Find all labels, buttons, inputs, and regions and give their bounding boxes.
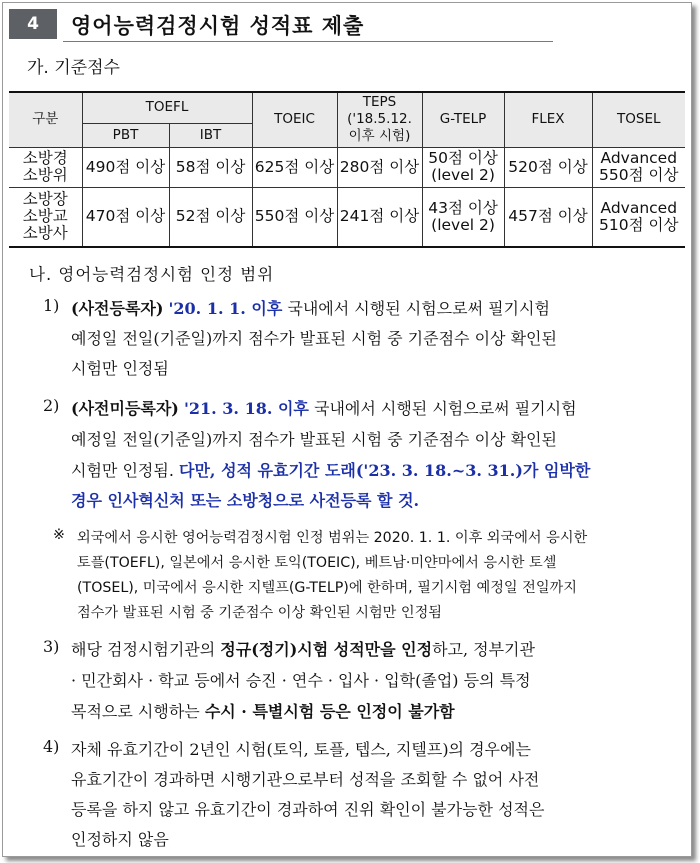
item-line: 유효기간이 경과하면 시행기관으로부터 성적을 조회할 수 없어 사전 — [71, 770, 540, 789]
item-emphasis: 정규(정기)시험 성적만을 인정 — [220, 640, 433, 659]
item-text: 국내에서 시행된 시험으로써 필기시험 — [287, 299, 550, 318]
table-row — [9, 187, 685, 247]
cell-tosel-line: 510점 이상 — [599, 215, 679, 234]
cell-ibt: 52점 이상 — [169, 187, 252, 247]
cell-toeic: 625점 이상 — [252, 147, 337, 187]
cell-pbt: 490점 이상 — [82, 147, 169, 187]
item-line — [71, 699, 455, 722]
table-row — [9, 147, 685, 187]
item-highlight: 경우 인사혁신처 또는 소방청으로 사전등록 할 것. — [71, 491, 420, 510]
header-toeic: TOEIC — [252, 92, 337, 147]
note-line: 점수가 발표된 시험 중 기준점수 이상 확인된 시험만 인정됨 — [77, 605, 443, 621]
cell-flex: 457점 이상 — [504, 187, 592, 247]
item-text: 국내에서 시행된 시험으로써 필기시험 — [313, 399, 577, 418]
header-toefl: TOEFL — [82, 92, 252, 123]
item-label: (사전미등록자) — [71, 399, 179, 418]
list-item — [43, 737, 688, 852]
header-toefl-ibt: IBT — [169, 123, 252, 147]
row-category-line: 소방위 — [22, 166, 68, 184]
document-page — [2, 2, 692, 857]
item-number: 3) — [43, 637, 60, 656]
item-label: (사전등록자) — [71, 299, 164, 318]
header-flex: FLEX — [504, 92, 592, 147]
section-underline — [63, 41, 553, 43]
header-teps — [337, 92, 422, 147]
section-header — [9, 9, 549, 41]
cell-gtelp-line: 43점 이상 — [428, 198, 498, 217]
standard-score-table — [9, 91, 685, 248]
section-number-badge: 4 — [9, 9, 57, 39]
note-line: (TOSEL), 미국에서 응시한 지텔프(G-TELP)에 한하며, 필기시험 예정일 전일까지 — [77, 580, 577, 596]
header-gtelp: G-TELP — [422, 92, 504, 147]
cell-teps: 280점 이상 — [337, 147, 422, 187]
item-line: · 민간회사 · 학교 등에서 승진 · 연수 · 입사 · 입학(졸업) 등의 특정 — [71, 671, 531, 690]
cell-pbt: 470점 이상 — [82, 187, 169, 247]
item-text: 목적으로 시행하는 — [71, 702, 200, 721]
note-line: 외국에서 응시한 영어능력검정시험 인정 범위는 2020. 1. 1. 이후 외국에서 응시한 — [77, 530, 588, 546]
note-line: 토플(TOEFL), 일본에서 응시한 토익(TOEIC), 베트남·미얀마에서 응시한 토셀 — [77, 555, 557, 571]
header-toefl-pbt: PBT — [82, 123, 169, 147]
item-date: '21. 3. 18. 이후 — [183, 399, 309, 418]
cell-teps: 241점 이상 — [337, 187, 422, 247]
subheading-recognition-scope: 나. 영어능력검정시험 인정 범위 — [29, 265, 275, 284]
header-tosel: TOSEL — [592, 92, 685, 147]
note-mark: ※ — [53, 527, 65, 543]
subheading-standard-score: 가. 기준점수 — [27, 58, 120, 78]
cell-gtelp-line: (level 2) — [431, 215, 495, 234]
item-line — [71, 396, 577, 419]
note-block — [53, 527, 688, 627]
cell-tosel-line: 550점 이상 — [599, 166, 679, 184]
list-item — [43, 296, 688, 386]
cell-tosel — [592, 147, 685, 187]
cell-gtelp — [422, 147, 504, 187]
item-line — [71, 637, 535, 660]
cell-tosel-line: Advanced — [600, 198, 678, 217]
item-line: 예정일 전일(기준일)까지 점수가 발표된 시험 중 기준점수 이상 확인된 — [71, 329, 557, 348]
item-text: 하고, 정부기관 — [432, 640, 535, 659]
cell-gtelp-line: (level 2) — [431, 166, 495, 184]
item-text: 시험만 인정됨. — [71, 461, 174, 480]
cell-flex: 520점 이상 — [504, 147, 592, 187]
row-category — [9, 187, 82, 247]
list-item — [43, 637, 688, 727]
item-line: 예정일 전일(기준일)까지 점수가 발표된 시험 중 기준점수 이상 확인된 — [71, 430, 557, 449]
cell-ibt: 58점 이상 — [169, 147, 252, 187]
header-teps-line2: ('18.5.12. — [347, 111, 412, 128]
cell-gtelp — [422, 187, 504, 247]
item-text: 해당 검정시험기관의 — [71, 640, 216, 659]
cell-gtelp-line: 50점 이상 — [428, 149, 498, 167]
item-number: 1) — [43, 296, 60, 315]
item-number: 4) — [43, 737, 60, 756]
item-emphasis: 수시 · 특별시험 등은 인정이 불가함 — [204, 702, 455, 721]
row-category — [9, 147, 82, 187]
item-line: 인정하지 않음 — [71, 830, 169, 849]
item-line: 자체 유효기간이 2년인 시험(토익, 토플, 텝스, 지텔프)의 경우에는 — [71, 740, 531, 759]
cell-toeic: 550점 이상 — [252, 187, 337, 247]
item-line: 시험만 인정됨 — [71, 359, 169, 378]
header-teps-line1: TEPS — [362, 94, 397, 111]
cell-tosel — [592, 187, 685, 247]
list-item — [43, 396, 688, 516]
row-category-line: 소방경 — [22, 149, 68, 167]
item-line — [71, 458, 590, 481]
cell-tosel-line: Advanced — [600, 149, 678, 167]
row-category-line: 소방교 — [22, 207, 68, 226]
header-category: 구분 — [9, 92, 82, 147]
row-category-line: 소방사 — [22, 224, 68, 243]
section-title: 영어능력검정시험 성적표 제출 — [71, 14, 365, 38]
item-line — [71, 296, 550, 319]
item-number: 2) — [43, 396, 60, 415]
header-teps-line3: 이후 시험) — [348, 128, 411, 145]
item-line: 등록을 하지 않고 유효기간이 경과하여 진위 확인이 불가능한 성적은 — [71, 800, 545, 819]
item-date: '20. 1. 1. 이후 — [168, 299, 283, 318]
row-category-line: 소방장 — [22, 190, 68, 209]
item-highlight: 다만, 성적 유효기간 도래('23. 3. 18.~3. 31.)가 임박한 — [179, 461, 591, 480]
